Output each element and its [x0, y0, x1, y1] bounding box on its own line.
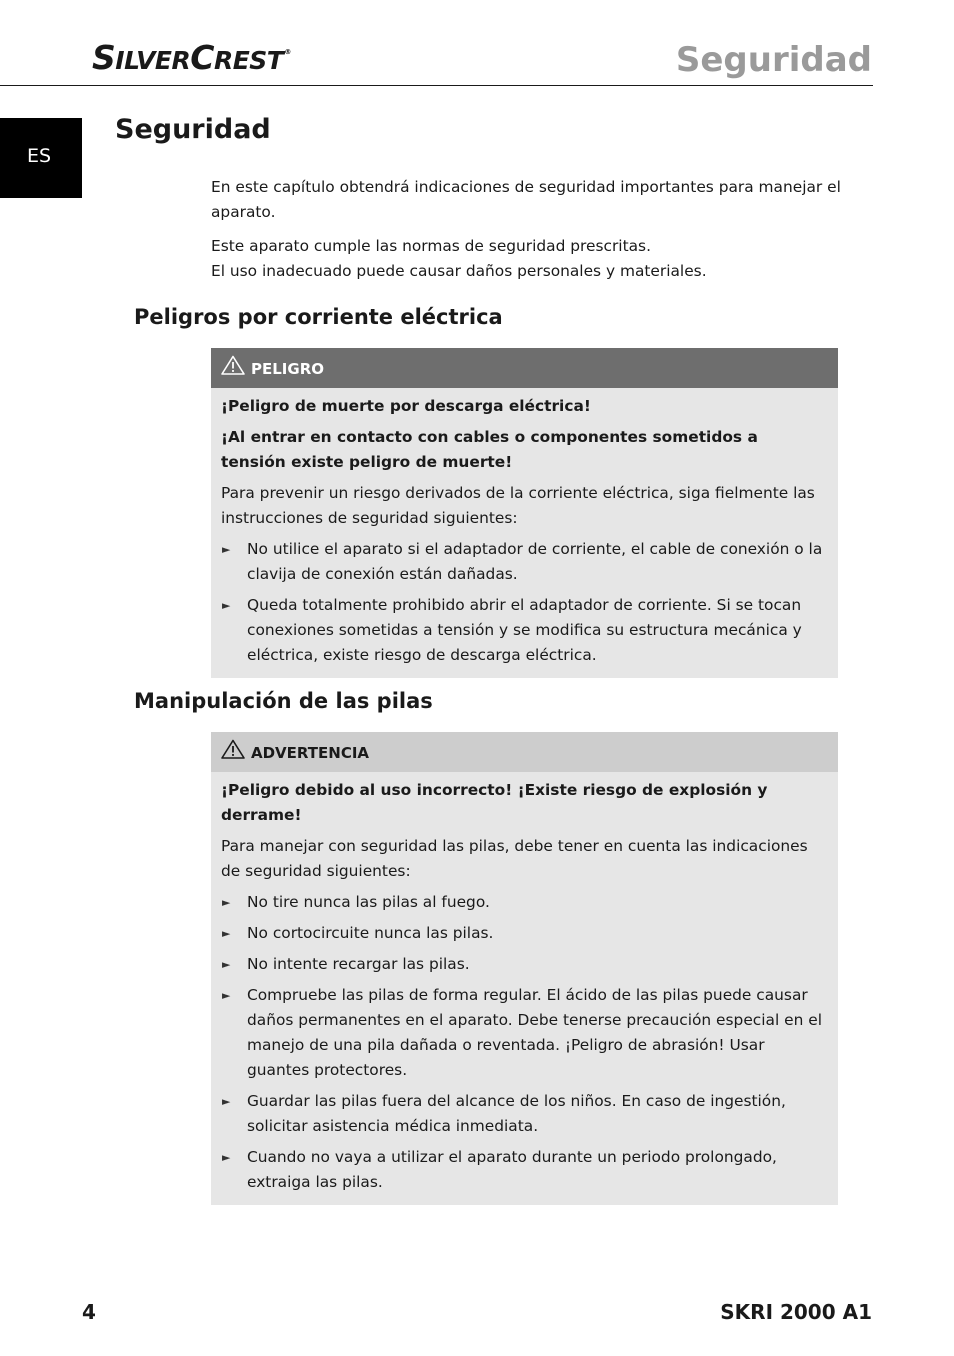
- brand-logo: SILVERCREST®: [92, 38, 291, 77]
- page-title: Seguridad: [115, 114, 271, 145]
- danger-text: Para prevenir un riesgo derivados de la corriente eléctrica, siga fielmente las instrucciones de seguridad siguientes:: [221, 484, 815, 527]
- warning-box-header: [211, 732, 838, 772]
- warning-label: ADVERTENCIA: [251, 744, 370, 762]
- warning-bullet-list: [221, 890, 826, 1195]
- intro-text: [211, 175, 841, 293]
- list-item: ► Guardar las pilas fuera del alcance de los niños. En caso de ingestión, solicitar asistencia médica inmediata.: [221, 1089, 826, 1139]
- page-number: 4: [82, 1300, 96, 1324]
- list-item: ► Compruebe las pilas de forma regular. El ácido de las pilas puede causar daños permanentes en el aparato. Debe tenerse precaución especial en el manejo de una pila dañada o reventada. ¡Peligro de abrasión! Usar guantes protectores.: [221, 983, 826, 1083]
- section-heading-electric: Peligros por corriente eléctrica: [134, 305, 503, 329]
- intro-paragraph: En este capítulo obtendrá indicaciones de seguridad importantes para manejar el aparato.: [211, 178, 841, 221]
- arrow-right-icon: ►: [222, 927, 231, 940]
- danger-bold-line: ¡Peligro de muerte por descarga eléctrica!: [221, 397, 591, 415]
- language-tab: ES: [0, 118, 82, 198]
- danger-box-header: [211, 348, 838, 388]
- list-item: ► Queda totalmente prohibido abrir el adaptador de corriente. Si se tocan conexiones sometidas a tensión y se modifica su estructura mecánica y eléctrica, existe riesgo de descarga eléctrica.: [221, 593, 826, 668]
- warning-triangle-icon: [221, 739, 245, 759]
- arrow-right-icon: ►: [222, 896, 231, 909]
- arrow-right-icon: ►: [222, 989, 231, 1002]
- warning-text: Para manejar con seguridad las pilas, debe tener en cuenta las indicaciones de seguridad siguientes:: [221, 837, 808, 880]
- list-item: ► No cortocircuite nunca las pilas.: [221, 921, 826, 946]
- list-item: ► No intente recargar las pilas.: [221, 952, 826, 977]
- model-number: SKRI 2000 A1: [720, 1300, 872, 1324]
- header-divider: [0, 85, 873, 86]
- warning-triangle-icon: [221, 355, 245, 375]
- arrow-right-icon: ►: [222, 1151, 231, 1164]
- arrow-right-icon: ►: [222, 958, 231, 971]
- header-title: Seguridad: [675, 40, 872, 80]
- danger-box-body: [211, 388, 838, 678]
- warning-box-body: [211, 772, 838, 1205]
- danger-bullet-list: [221, 537, 826, 668]
- danger-box: [211, 348, 838, 678]
- arrow-right-icon: ►: [222, 599, 231, 612]
- section-heading-batteries: Manipulación de las pilas: [134, 689, 433, 713]
- arrow-right-icon: ►: [222, 543, 231, 556]
- danger-bold-line: ¡Al entrar en contacto con cables o componentes sometidos a tensión existe peligro de muerte!: [221, 428, 758, 471]
- arrow-right-icon: ►: [222, 1095, 231, 1108]
- list-item: ► No utilice el aparato si el adaptador de corriente, el cable de conexión o la clavija de conexión están dañadas.: [221, 537, 826, 587]
- list-item: ► Cuando no vaya a utilizar el aparato durante un periodo prolongado, extraiga las pilas.: [221, 1145, 826, 1195]
- list-item: ► No tire nunca las pilas al fuego.: [221, 890, 826, 915]
- warning-box: [211, 732, 838, 1205]
- warning-bold-line: ¡Peligro debido al uso incorrecto! ¡Existe riesgo de explosión y derrame!: [221, 781, 768, 824]
- intro-paragraph: Este aparato cumple las normas de seguridad prescritas. El uso inadecuado puede causar daños personales y materiales.: [211, 237, 707, 280]
- danger-label: PELIGRO: [251, 360, 324, 378]
